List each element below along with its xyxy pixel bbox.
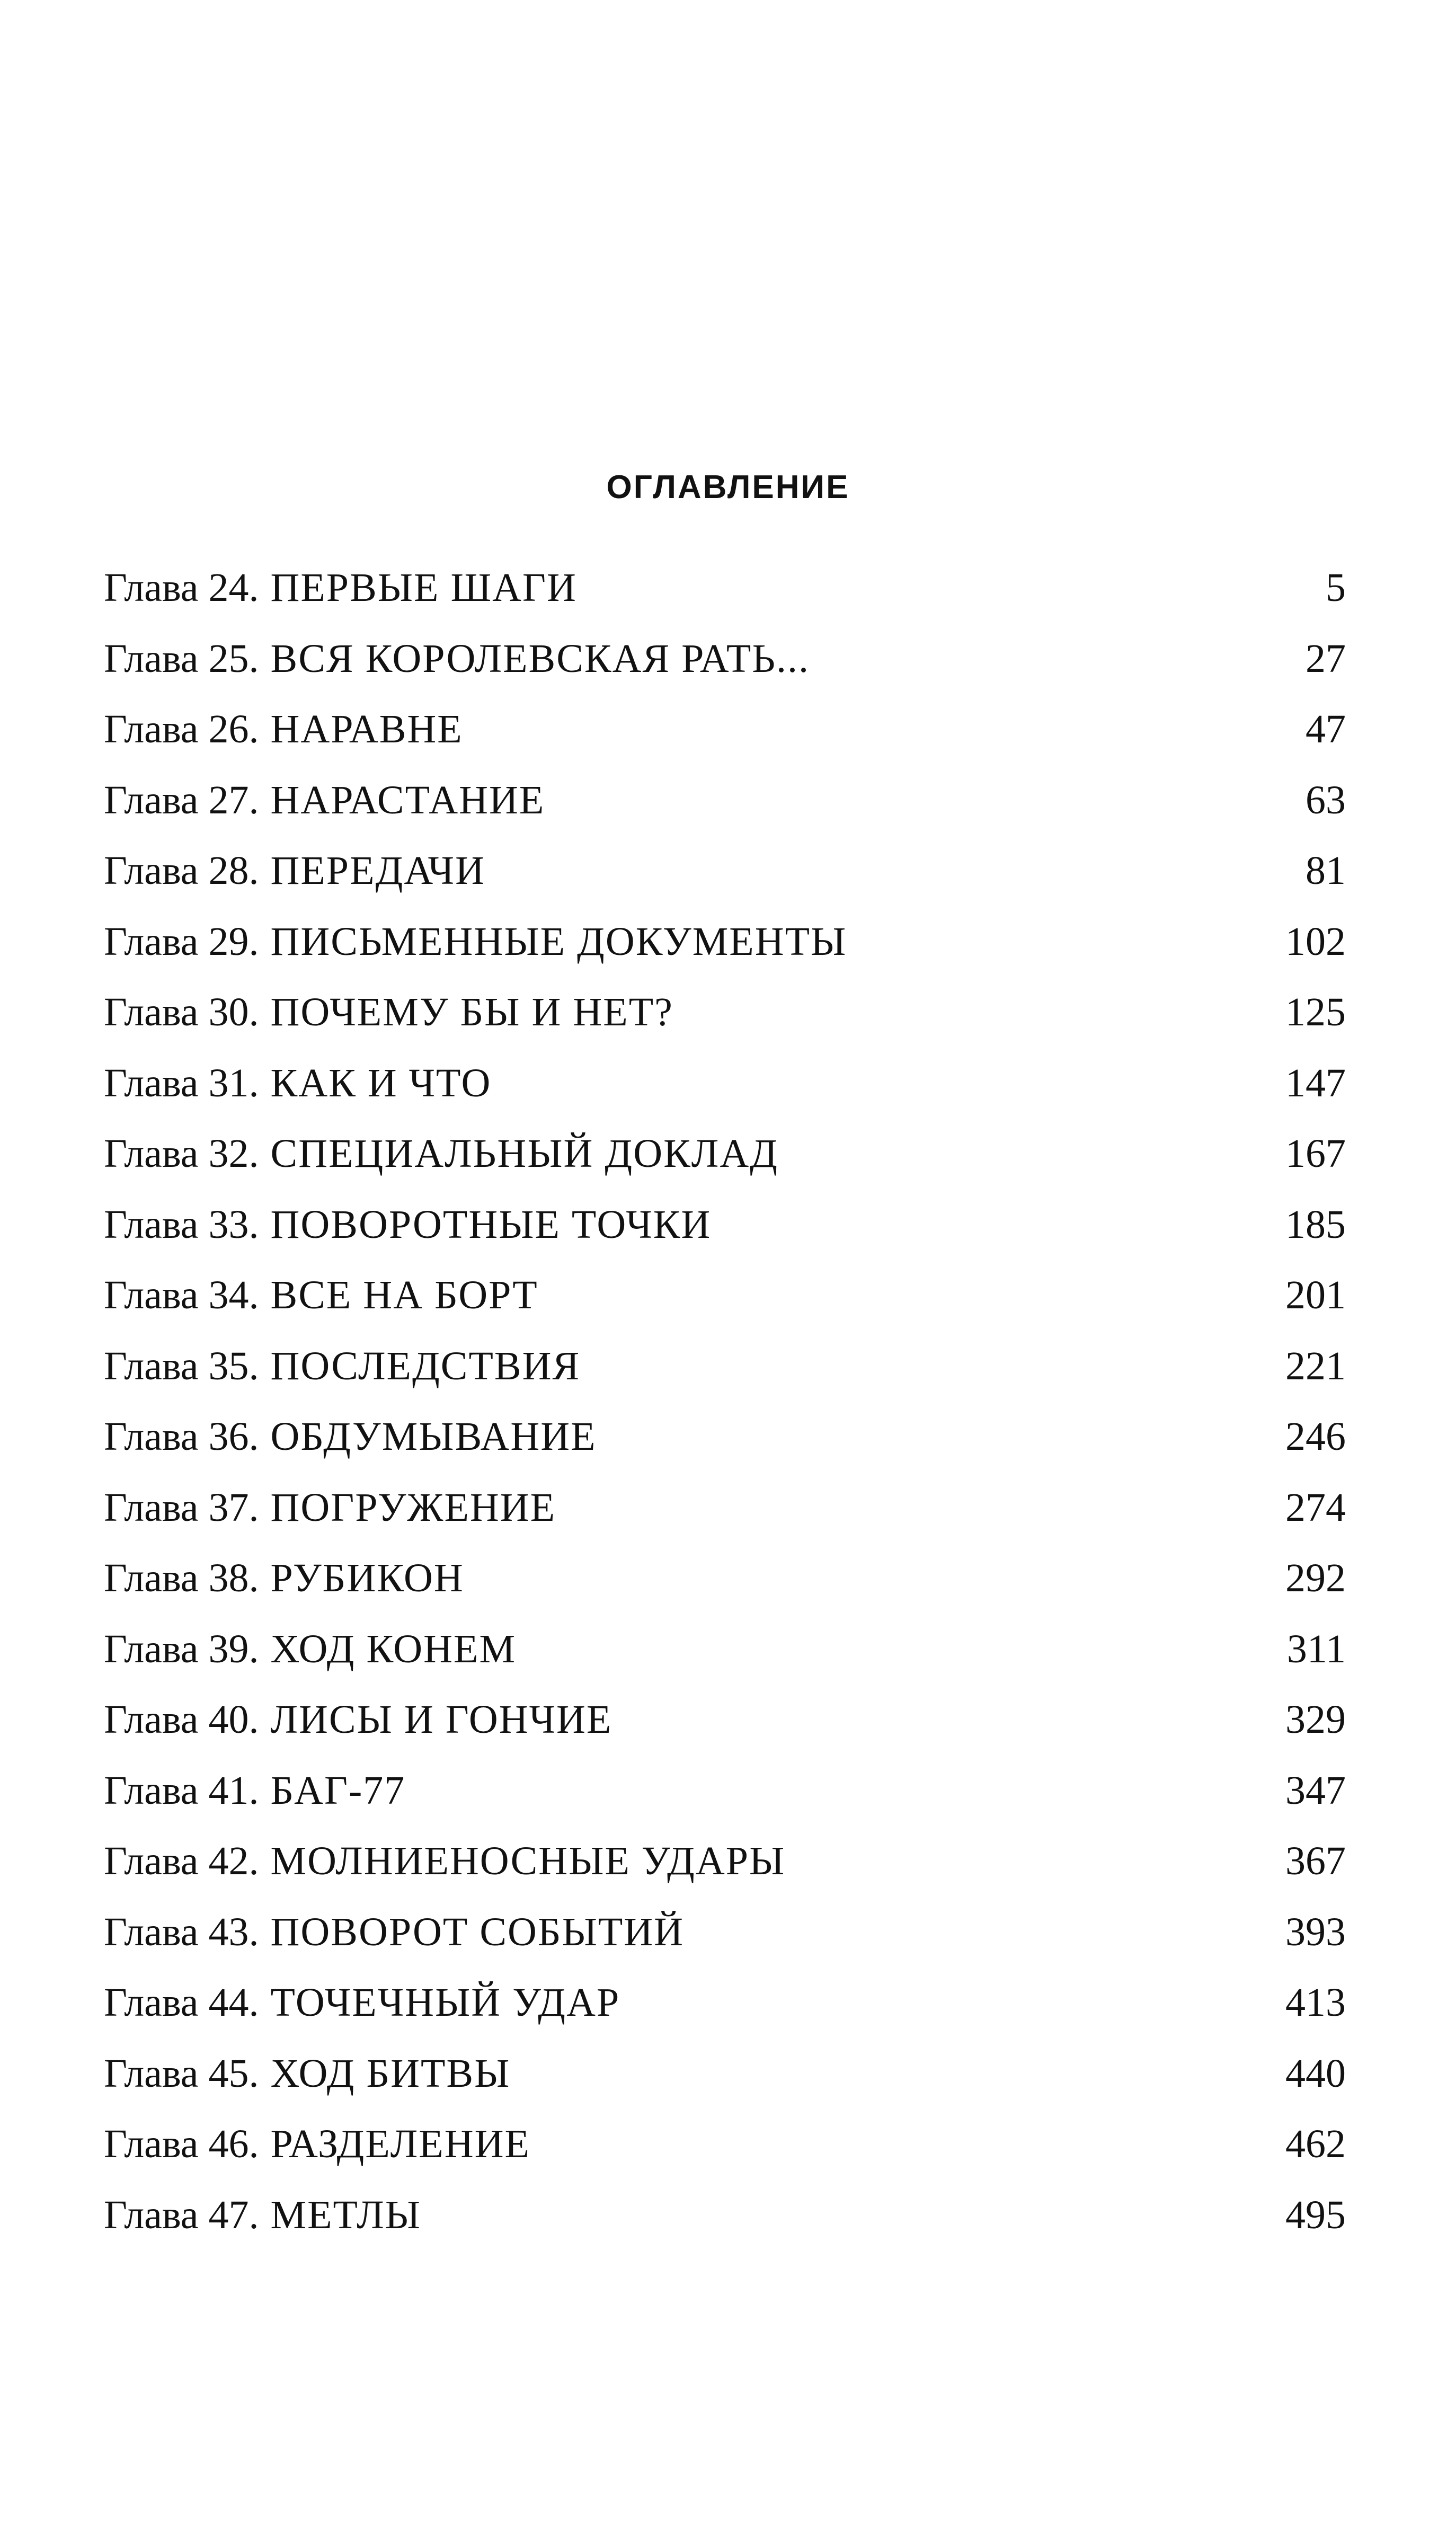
toc-entry (104, 1686, 1346, 1757)
toc-entry (104, 908, 1346, 979)
chapter-number: Глава 25. (104, 636, 259, 681)
chapter-number: Глава 40. (104, 1697, 259, 1742)
toc-entry (104, 1474, 1346, 1545)
page-number: 147 (1285, 1060, 1346, 1105)
chapter-title: ПОЧЕМУ БЫ И НЕТ? (270, 990, 673, 1034)
toc-entry (104, 2040, 1346, 2111)
chapter-title: ВСЕ НА БОРТ (270, 1273, 538, 1317)
toc-entry (104, 1969, 1346, 2040)
page-number: 81 (1306, 848, 1346, 893)
toc-entry (104, 1544, 1346, 1615)
chapter-title: МЕТЛЫ (270, 2192, 421, 2237)
chapter-number: Глава 24. (104, 565, 259, 610)
page-number: 393 (1285, 1909, 1346, 1954)
chapter-number: Глава 39. (104, 1626, 259, 1671)
chapter-title: ПОВОРОТНЫЕ ТОЧКИ (270, 1202, 712, 1247)
chapter-number: Глава 31. (104, 1060, 259, 1105)
chapter-number: Глава 42. (104, 1839, 259, 1883)
chapter-title: НАРАВНЕ (270, 707, 463, 751)
table-of-contents (104, 554, 1346, 2252)
chapter-number: Глава 28. (104, 848, 259, 893)
chapter-title: ПОСЛЕДСТВИЯ (270, 1343, 581, 1388)
toc-entry (104, 1191, 1346, 1262)
chapter-title: РАЗДЕЛЕНИЕ (270, 2122, 530, 2166)
toc-entry (104, 1049, 1346, 1120)
toc-entry (104, 837, 1346, 908)
chapter-number: Глава 44. (104, 1980, 259, 2025)
chapter-number: Глава 33. (104, 1202, 259, 1247)
chapter-title: ТОЧЕЧНЫЙ УДАР (270, 1980, 620, 2025)
chapter-number: Глава 26. (104, 707, 259, 751)
toc-entry (104, 1757, 1346, 1828)
page-number: 63 (1306, 777, 1346, 822)
toc-entry (104, 766, 1346, 837)
toc-entry (104, 1615, 1346, 1686)
toc-entry (104, 625, 1346, 696)
page-number: 27 (1306, 636, 1346, 681)
chapter-title: ПЕРЕДАЧИ (270, 848, 485, 893)
page-number: 495 (1285, 2192, 1346, 2237)
chapter-title: ПЕРВЫЕ ШАГИ (270, 565, 577, 610)
page-number: 47 (1306, 707, 1346, 751)
chapter-title: ПИСЬМЕННЫЕ ДОКУМЕНТЫ (270, 919, 847, 964)
toc-entry (104, 1403, 1346, 1474)
chapter-number: Глава 27. (104, 777, 259, 822)
chapter-title: ВСЯ КОРОЛЕВСКАЯ РАТЬ... (270, 636, 810, 681)
chapter-title: ПОГРУЖЕНИЕ (270, 1485, 556, 1530)
chapter-title: МОЛНИЕНОСНЫЕ УДАРЫ (270, 1839, 786, 1883)
chapter-number: Глава 34. (104, 1273, 259, 1317)
chapter-number: Глава 32. (104, 1131, 259, 1176)
toc-entry (104, 978, 1346, 1049)
page-number: 102 (1285, 919, 1346, 964)
page-number: 246 (1285, 1414, 1346, 1459)
chapter-title: ОБДУМЫВАНИЕ (270, 1414, 597, 1459)
chapter-number: Глава 37. (104, 1485, 259, 1530)
chapter-number: Глава 45. (104, 2051, 259, 2096)
toc-entry (104, 1827, 1346, 1898)
chapter-number: Глава 43. (104, 1909, 259, 1954)
chapter-title: ХОД БИТВЫ (270, 2051, 511, 2096)
chapter-number: Глава 41. (104, 1768, 259, 1813)
page-number: 201 (1285, 1273, 1346, 1317)
chapter-number: Глава 36. (104, 1414, 259, 1459)
chapter-title: ЛИСЫ И ГОНЧИЕ (270, 1697, 612, 1742)
page-number: 462 (1285, 2122, 1346, 2166)
chapter-number: Глава 38. (104, 1556, 259, 1600)
page-number: 167 (1285, 1131, 1346, 1176)
chapter-title: БАГ-77 (270, 1768, 406, 1813)
toc-entry (104, 1898, 1346, 1969)
page-number: 413 (1285, 1980, 1346, 2025)
page-number: 185 (1285, 1202, 1346, 1247)
chapter-title: ХОД КОНЕМ (270, 1626, 517, 1671)
page-number: 329 (1285, 1697, 1346, 1742)
chapter-title: СПЕЦИАЛЬНЫЙ ДОКЛАД (270, 1131, 779, 1176)
toc-entry (104, 554, 1346, 625)
toc-entry (104, 2181, 1346, 2252)
page-number: 367 (1285, 1839, 1346, 1883)
chapter-number: Глава 30. (104, 990, 259, 1034)
toc-entry (104, 2110, 1346, 2181)
chapter-number: Глава 47. (104, 2192, 259, 2237)
chapter-title: НАРАСТАНИЕ (270, 777, 545, 822)
page-number: 221 (1285, 1343, 1346, 1388)
toc-entry (104, 1120, 1346, 1191)
toc-heading: ОГЛАВЛЕНИЕ (606, 469, 850, 506)
chapter-title: КАК И ЧТО (270, 1060, 492, 1105)
toc-entry (104, 1261, 1346, 1332)
toc-entry (104, 695, 1346, 766)
page-number: 292 (1285, 1556, 1346, 1600)
page-number: 274 (1285, 1485, 1346, 1530)
page-number: 347 (1285, 1768, 1346, 1813)
toc-entry (104, 1332, 1346, 1403)
page-number: 440 (1285, 2051, 1346, 2096)
chapter-number: Глава 46. (104, 2122, 259, 2166)
page-number: 5 (1326, 565, 1346, 610)
chapter-number: Глава 35. (104, 1343, 259, 1388)
chapter-title: ПОВОРОТ СОБЫТИЙ (270, 1909, 685, 1954)
chapter-title: РУБИКОН (270, 1556, 464, 1600)
page-number: 125 (1285, 990, 1346, 1034)
page-number: 311 (1286, 1626, 1346, 1671)
chapter-number: Глава 29. (104, 919, 259, 964)
